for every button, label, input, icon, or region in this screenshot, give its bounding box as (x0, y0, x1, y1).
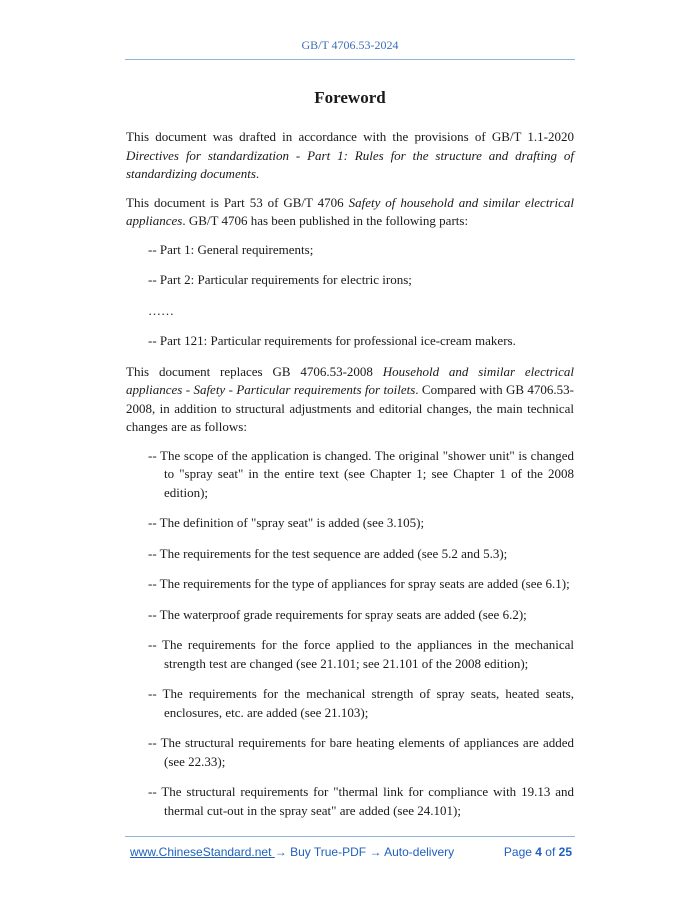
page-total: 25 (558, 845, 572, 859)
page-title: Foreword (314, 88, 386, 107)
paragraph-drafting-end: . (255, 166, 260, 181)
page-indicator (504, 845, 572, 859)
paragraph-drafting-citation: Directives for standardization - Part 1: Rules for the structure and drafting of standardizing documents (126, 147, 574, 181)
page-label: Page (503, 845, 536, 859)
page-of-label: of (541, 845, 559, 859)
paragraph-replaces-text: This document replaces GB 4706.53-2008 (126, 363, 383, 379)
list-item: -- The requirements for the type of appliances for spray seats are added (see 6.1); (148, 576, 570, 591)
list-item: -- Part 2: Particular requirements for electric irons; (148, 272, 412, 287)
footer-buy-text: Buy True-PDF (286, 845, 370, 859)
list-item: -- Part 121: Particular requirements for professional ice-cream makers. (148, 333, 516, 348)
paragraph-series (126, 194, 574, 231)
paragraph-drafting (126, 128, 574, 184)
footer-delivery-text: Auto-delivery (381, 845, 455, 859)
paragraph-replaces-end: . Compared with GB 4706.53-2008, in addition to structural adjustments and editorial changes, the main technical changes are as follows: (126, 382, 574, 434)
list-item: -- The structural requirements for "thermal link for compliance with 19.13 and thermal cut-out in the spray seat" are added (see 24.101); (148, 784, 574, 818)
parts-list (126, 241, 574, 351)
document-body (126, 88, 574, 832)
list-item: -- The requirements for the test sequence are added (see 5.2 and 5.3); (148, 545, 508, 561)
list-item: -- The requirements for the force applied to the appliances in the mechanical strength test are changed (see 21.101; see 21.101 of the 2008 edition); (148, 637, 574, 671)
list-item: -- Part 1: General requirements; (148, 241, 314, 257)
list-item: -- The structural requirements for bare heating elements of appliances are added (see 22.33); (148, 735, 574, 769)
page-footer (130, 845, 572, 863)
changes-list (126, 447, 574, 821)
header-divider (125, 59, 575, 60)
paragraph-series-citation: Safety of household and similar electrical appliances (126, 194, 574, 228)
list-item: -- The definition of "spray seat" is added (see 3.105); (148, 515, 425, 530)
paragraph-drafting-text: This document was drafted in accordance with the provisions of GB/T 1.1-2020 (126, 129, 574, 144)
paragraph-series-end: . GB/T 4706 has been published in the following parts: (182, 213, 469, 228)
arrow-right-icon: → (274, 845, 287, 859)
list-item: …… (148, 302, 174, 318)
page-number: 4 (535, 845, 542, 859)
footer-divider (125, 836, 575, 837)
list-item: -- The waterproof grade requirements for spray seats are added (see 6.2); (148, 606, 527, 622)
arrow-right-icon: → (369, 845, 382, 859)
paragraph-replaces (126, 363, 574, 437)
running-header: GB/T 4706.53-2024 (301, 38, 399, 52)
website-link[interactable]: www.ChineseStandard.net (130, 845, 275, 859)
list-item: -- The scope of the application is changed. The original "shower unit" is changed to "spray seat" in the entire text (see Chapter 1; see Chapter 1 of the 2008 edition); (148, 447, 574, 500)
footer-promo (130, 845, 454, 859)
paragraph-series-text: This document is Part 53 of GB/T 4706 (126, 194, 349, 210)
paragraph-replaces-citation: Household and similar electrical appliances - Safety - Particular requirements for toilets (126, 363, 574, 397)
list-item: -- The requirements for the mechanical strength of spray seats, heated seats, enclosures, etc. are added (see 21.103); (148, 686, 574, 720)
